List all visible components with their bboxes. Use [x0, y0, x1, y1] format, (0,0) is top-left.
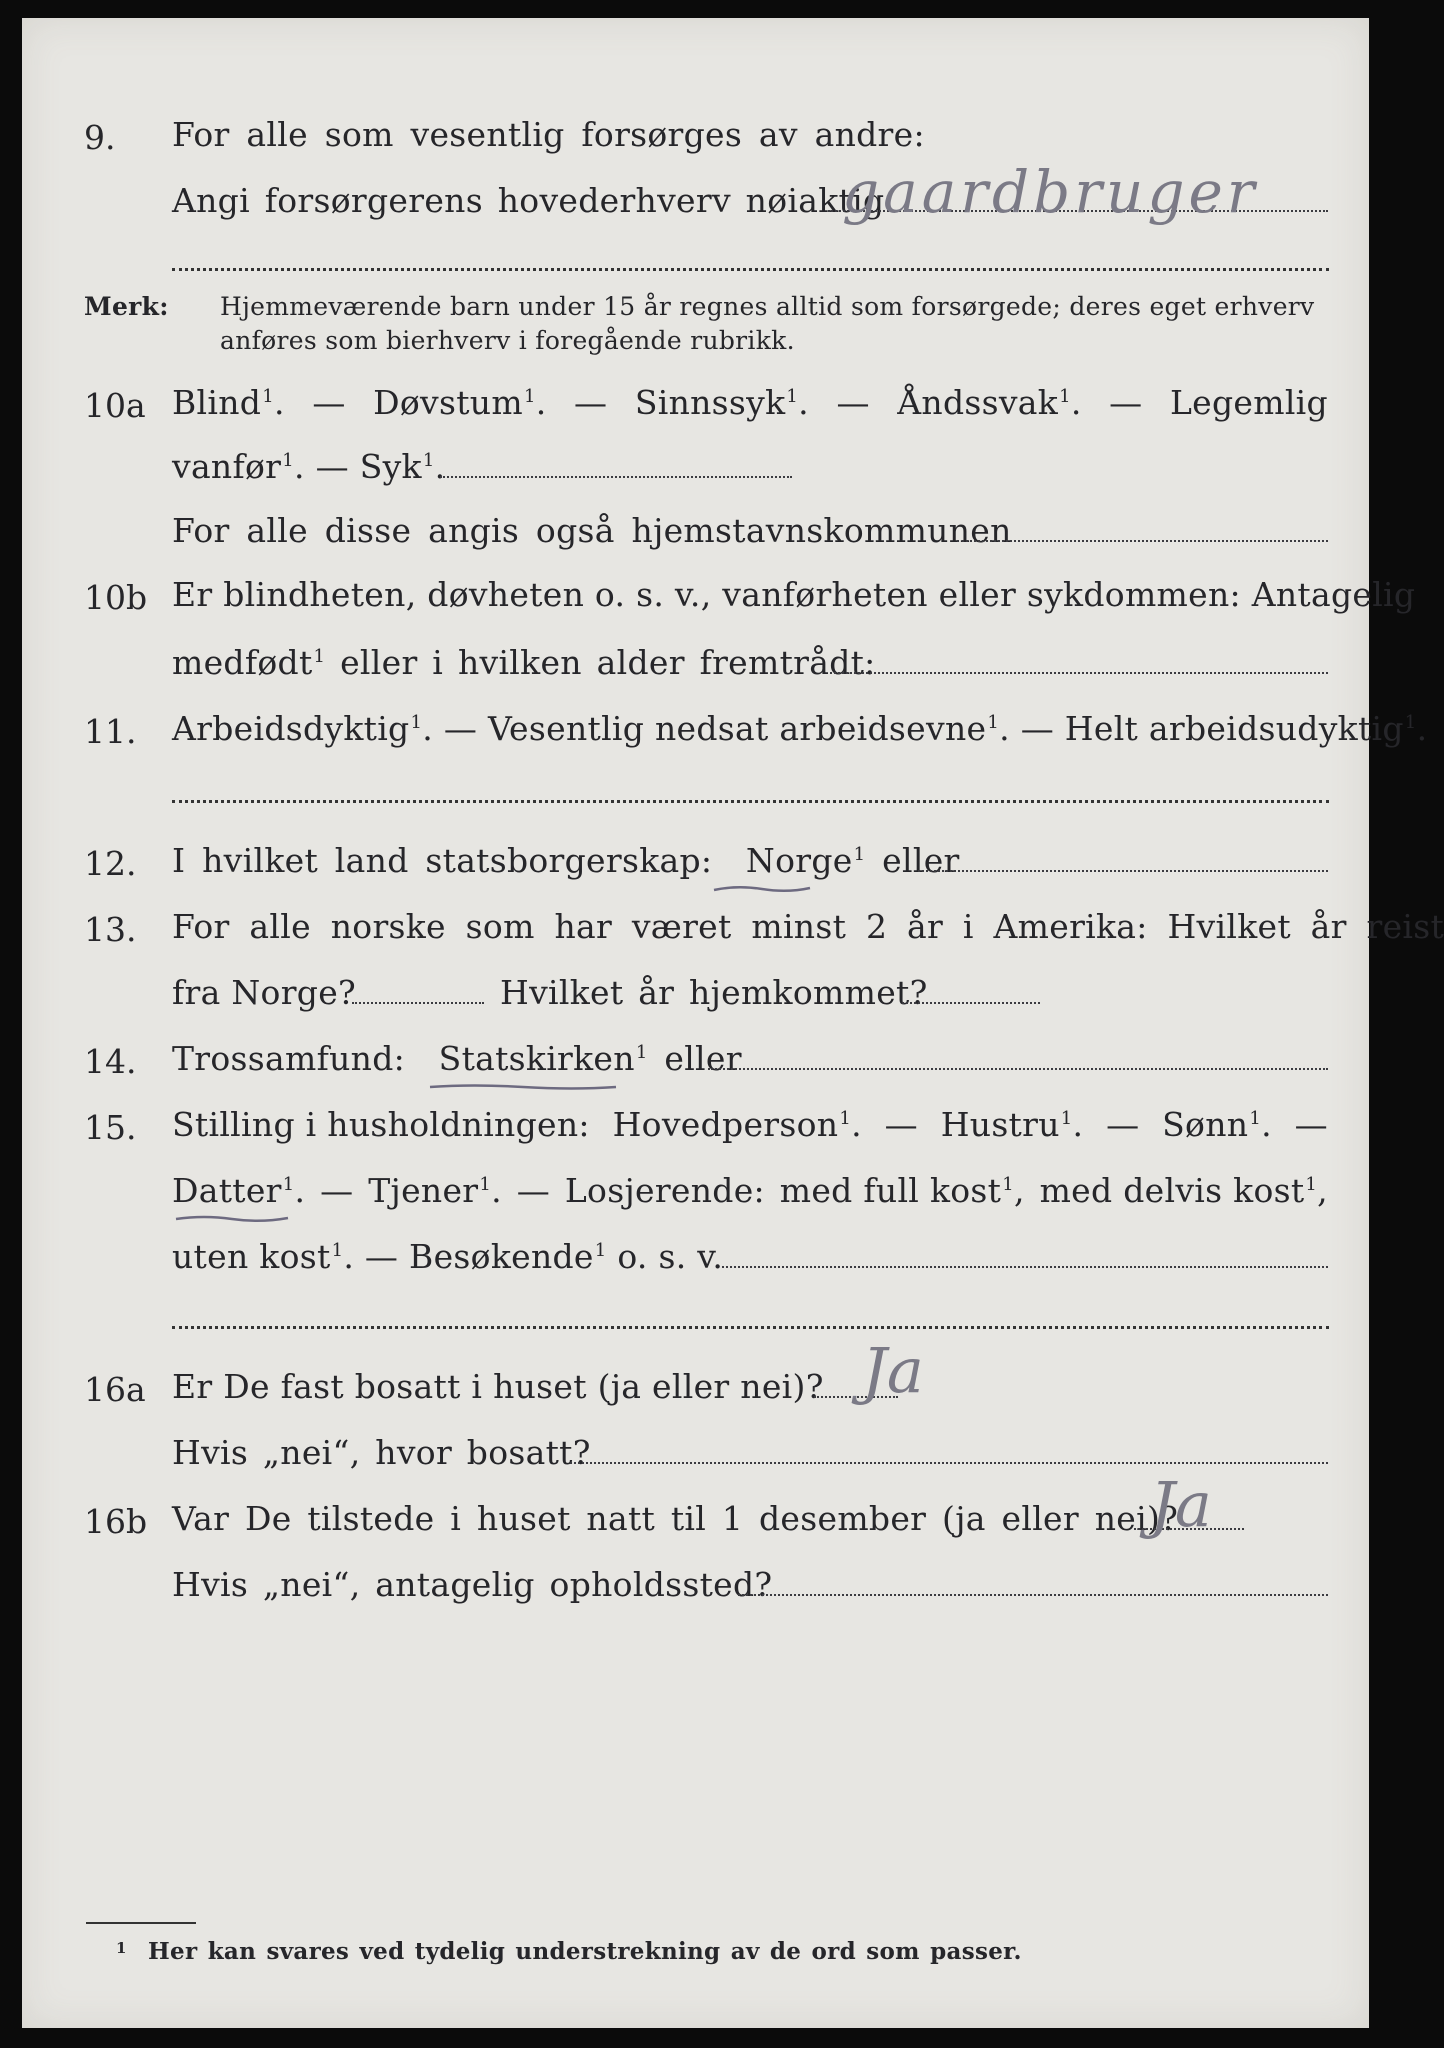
option-andssvak: Åndssvak$^1$.: [897, 383, 1082, 422]
statskirken-underline-mark: [428, 1082, 618, 1092]
q12-number: 12.: [84, 844, 137, 883]
option-full-kost: med full kost$^1$,: [779, 1171, 1025, 1210]
q16b-line2: Hvis „nei“, antagelig opholdssted?: [172, 1565, 773, 1604]
q14-answer-line: [708, 1068, 1328, 1070]
merk-label: Merk:: [84, 292, 169, 321]
q13-line1: For alle norske som har været minst 2 år i Amerika: Hvilket år reist: [172, 907, 1444, 946]
option-arbeidsdyktig: Arbeidsdyktig$^1$.: [172, 709, 434, 748]
q12-line: I hvilket land statsborgerskap: Norge$^1$ eller: [172, 841, 960, 880]
option-udyktig: Helt arbeidsudyktig$^1$.: [1064, 709, 1428, 748]
q16a-line1: Er De fast bosatt i huset (ja eller nei)?: [172, 1367, 824, 1406]
q11-line1: Arbeidsdyktig$^1$. — Vesentlig nedsat arbeidsevne$^1$. — Helt arbeidsudyktig$^1$.: [172, 709, 1428, 748]
q16a-number: 16a: [84, 1370, 146, 1409]
footnote-rule: [86, 1922, 196, 1924]
q13-hjemkommet: Hvilket år hjemkommet?: [500, 973, 928, 1012]
footnote-mark: 1: [116, 1939, 127, 1957]
option-dovstum: Døvstum$^1$.: [373, 383, 547, 422]
q15-number: 15.: [84, 1108, 137, 1147]
q9-line2: Angi forsørgerens hovederhverv nøiaktig: [172, 181, 885, 220]
option-statskirken: Statskirken$^1$: [438, 1039, 648, 1078]
datter-underline-mark: [174, 1214, 290, 1224]
q15-answer-line: [722, 1266, 1328, 1268]
census-form-page: [22, 18, 1444, 2028]
q10b-line2: medfødt$^1$ eller i hvilken alder fremtrådt:: [172, 643, 876, 682]
q10a-syk-line: [440, 476, 792, 478]
q15-separator: [172, 1326, 1329, 1329]
q9-line1: For alle som vesentlig forsørges av andre:: [172, 115, 925, 154]
option-delvis-kost: med delvis kost$^1$,: [1039, 1171, 1328, 1210]
q16b-handwritten-answer: Ja: [1150, 1468, 1212, 1541]
q10b-alder-line: [830, 672, 1328, 674]
option-sonn: Sønn$^1$.: [1162, 1105, 1272, 1144]
q10b-line1: Er blindheten, døvheten o. s. v., vanførheten eller sykdommen: Antagelig: [172, 575, 1416, 614]
q16b-opholdssted-line: [738, 1594, 1328, 1596]
q13-reist-line: [352, 1002, 484, 1004]
option-sinnssyk: Sinnssyk$^1$.: [634, 383, 809, 422]
option-uten-kost: uten kost$^1$.: [172, 1237, 355, 1276]
q14-line: Trossamfund: Statskirken$^1$ eller: [172, 1039, 742, 1078]
option-besokende: Besøkende$^1$: [409, 1237, 607, 1276]
q13-hjemkommet-line: [902, 1002, 1040, 1004]
footnote-text: Her kan svares ved tydelig understrekning av de ord som passer.: [148, 1938, 1022, 1965]
option-hustru: Hustru$^1$.: [940, 1105, 1084, 1144]
q9-separator: [172, 268, 1329, 271]
q12-answer-line: [918, 870, 1328, 872]
q16b-number: 16b: [84, 1502, 148, 1541]
norge-underline-mark: [712, 884, 812, 894]
q16b-line1: Var De tilstede i huset natt til 1 desember (ja eller nei)?: [172, 1499, 1179, 1538]
option-hovedperson: Hovedperson$^1$.: [612, 1105, 862, 1144]
q9-number: 9.: [84, 118, 116, 157]
option-syk: Syk$^1$.: [359, 447, 446, 486]
option-nedsat: Vesentlig nedsat arbeidsevne$^1$.: [487, 709, 1010, 748]
q11-separator: [172, 800, 1329, 803]
q10a-number: 10a: [84, 386, 146, 425]
option-datter: Datter$^1$.: [172, 1171, 306, 1210]
q10b-number: 10b: [84, 578, 148, 617]
option-tjener: Tjener$^1$.: [368, 1171, 502, 1210]
q14-number: 14.: [84, 1042, 137, 1081]
option-medfodt: medfødt$^1$: [172, 643, 326, 682]
q11-number: 11.: [84, 712, 137, 751]
q10a-hjemstavn-line: [957, 540, 1328, 542]
q9-handwritten-answer: gaardbruger: [842, 158, 1259, 226]
q10a-line2: vanfør$^1$. — Syk$^1$.: [172, 447, 446, 486]
option-blind: Blind$^1$.: [172, 383, 285, 422]
q10a-line1: Blind$^1$. — Døvstum$^1$. — Sinnssyk$^1$. — Åndssvak$^1$. — Legemlig: [172, 383, 1328, 422]
q16a-handwritten-answer: Ja: [862, 1334, 924, 1407]
q15-line1: Stilling i husholdningen: Hovedperson$^1$. — Hustru$^1$. — Sønn$^1$. —: [172, 1105, 1328, 1144]
option-vanfor: vanfør$^1$.: [172, 447, 305, 486]
option-legemlig: Legemlig: [1169, 383, 1328, 422]
q10a-line3: For alle disse angis også hjemstavnskommunen: [172, 511, 1012, 550]
q13-number: 13.: [84, 910, 137, 949]
q15-line3: uten kost$^1$. — Besøkende$^1$ o. s. v.: [172, 1237, 724, 1276]
merk-line2: anføres som bierhverv i foregående rubrikk.: [220, 326, 795, 355]
q16a-line2: Hvis „nei“, hvor bosatt?: [172, 1433, 591, 1472]
q13-fra-norge: fra Norge?: [172, 973, 357, 1012]
q16a-bosatt-line: [570, 1462, 1328, 1464]
q15-line2: Datter$^1$. — Tjener$^1$. — Losjerende: med full kost$^1$, med delvis kost$^1$,: [172, 1171, 1328, 1210]
merk-line1: Hjemmeværende barn under 15 år regnes alltid som forsørgede; deres eget erhverv: [220, 292, 1315, 321]
option-norge: Norge$^1$: [745, 841, 866, 880]
